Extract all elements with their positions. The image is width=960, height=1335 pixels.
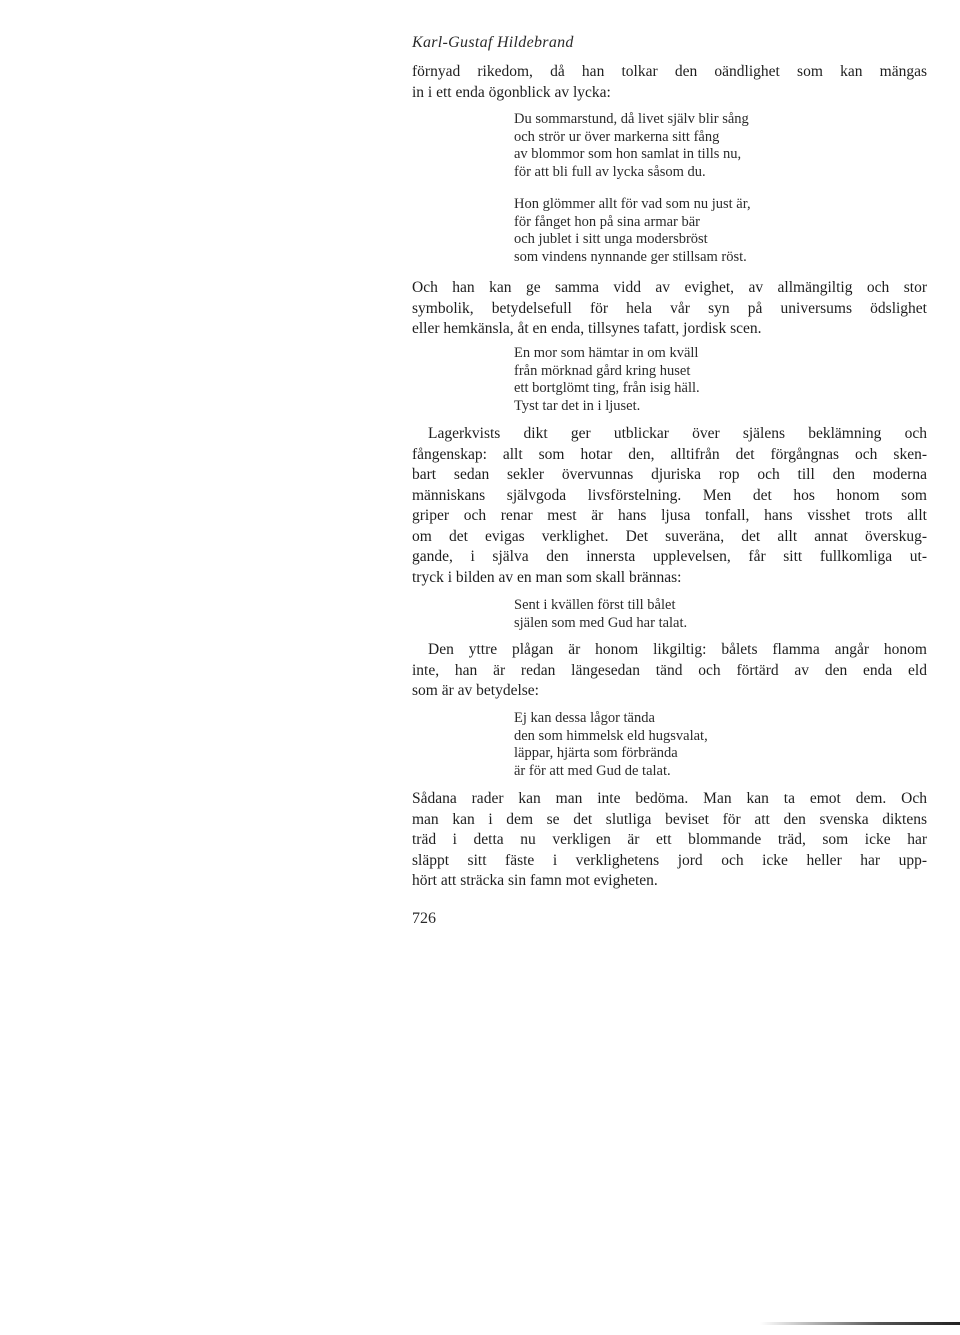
text-line: Den yttre plågan är honom likgiltig: bålets flamma angår honom [428,641,927,658]
text-line: fångenskap: allt som hotar den, alltifrån det förgångnas och sken- [412,445,927,463]
text-line: förnyad rikedom, då han tolkar den oändlighet som kan mängas [412,63,927,80]
text-line: tryck i bilden av en man som skall brännas: [412,568,682,586]
verse-line: av blommor som hon samlat in tills nu, [514,146,742,162]
paragraph-4 [412,640,927,702]
verse-line: Du sommarstund, då livet själv blir sång [514,111,749,127]
poem-stanza-4 [514,597,687,632]
verse-line: Tyst tar det in i ljuset. [514,397,641,414]
verse-line: Hon glömmer allt för vad som nu just är, [514,196,751,212]
page-number: 726 [412,910,436,927]
text-line: släppt sitt fäste i verklighetens jord och icke heller har upp- [412,851,927,869]
poem-stanza-5 [514,710,708,780]
paragraph-1 [412,62,927,103]
paragraph-2 [412,278,927,340]
poem-stanza-2 [514,196,751,266]
verse-line: för att bli full av lycka såsom du. [514,163,706,180]
text-line: hört att sträcka sin famn mot evigheten. [412,872,658,889]
text-line: gande, i själva den innersta upplevelsen, får sitt fullkomliga ut- [412,548,927,565]
text-line: man kan i dem se det slutliga beviset för att den svenska diktens [412,810,927,828]
text-line: träd i detta nu verkligen är ett blommande träd, som icke har [412,831,927,848]
verse-line: och jublet i sitt unga modersbröst [514,231,708,247]
verse-line: själen som med Gud har talat. [514,614,688,631]
scan-edge-line [760,1322,960,1325]
text-line: bart sedan sekler övervunnas djuriska rop och till den moderna [412,466,927,483]
text-line: människans självgoda livsförstelning. Men det hos honom som [412,486,927,504]
poem-stanza-1 [514,111,749,181]
text-line: Och han kan ge samma vidd av evighet, av allmängiltig och stor [412,279,927,296]
verse-line: som vindens nynnande ger stillsam röst. [514,248,747,265]
text-line: om det evigas verklighet. Det suveräna, det allt annat överskug- [412,527,927,545]
verse-line: är för att med Gud de talat. [514,762,671,779]
running-header-author: Karl-Gustaf Hildebrand [412,34,574,51]
verse-line: läppar, hjärta som förbrända [514,745,678,761]
verse-line: ett bortglömt ting, från isig häll. [514,380,700,396]
text-line: som är av betydelse: [412,682,539,699]
poem-stanza-3 [514,345,700,415]
verse-line: för fånget hon på sina armar bär [514,213,701,230]
text-line: Sådana rader kan man inte bedöma. Man kan ta emot dem. Och [412,790,927,807]
paragraph-5 [412,789,927,892]
text-line: griper och renar mest är hans ljusa tonfall, hans visshet trots allt [412,507,927,524]
text-line: eller hemkänsla, åt en enda, tillsynes tafatt, jordisk scen. [412,320,762,337]
text-line: symbolik, betydelsefull för hela vår syn på universums ödslighet [412,299,927,317]
verse-line: den som himmelsk eld hugsvalat, [514,727,708,744]
paragraph-3 [412,424,927,588]
verse-line: Ej kan dessa lågor tända [514,710,655,726]
verse-line: Sent i kvällen först till bålet [514,597,676,613]
text-line: in i ett enda ögonblick av lycka: [412,83,611,101]
text-line: Lagerkvists dikt ger utblickar över själens beklämning och [428,425,927,442]
verse-line: från mörknad gård kring huset [514,362,691,379]
verse-line: En mor som hämtar in om kväll [514,345,699,361]
verse-line: och strör ur över markerna sitt fång [514,128,720,145]
text-line: inte, han är redan längesedan tänd och förtärd av den enda eld [412,661,927,679]
